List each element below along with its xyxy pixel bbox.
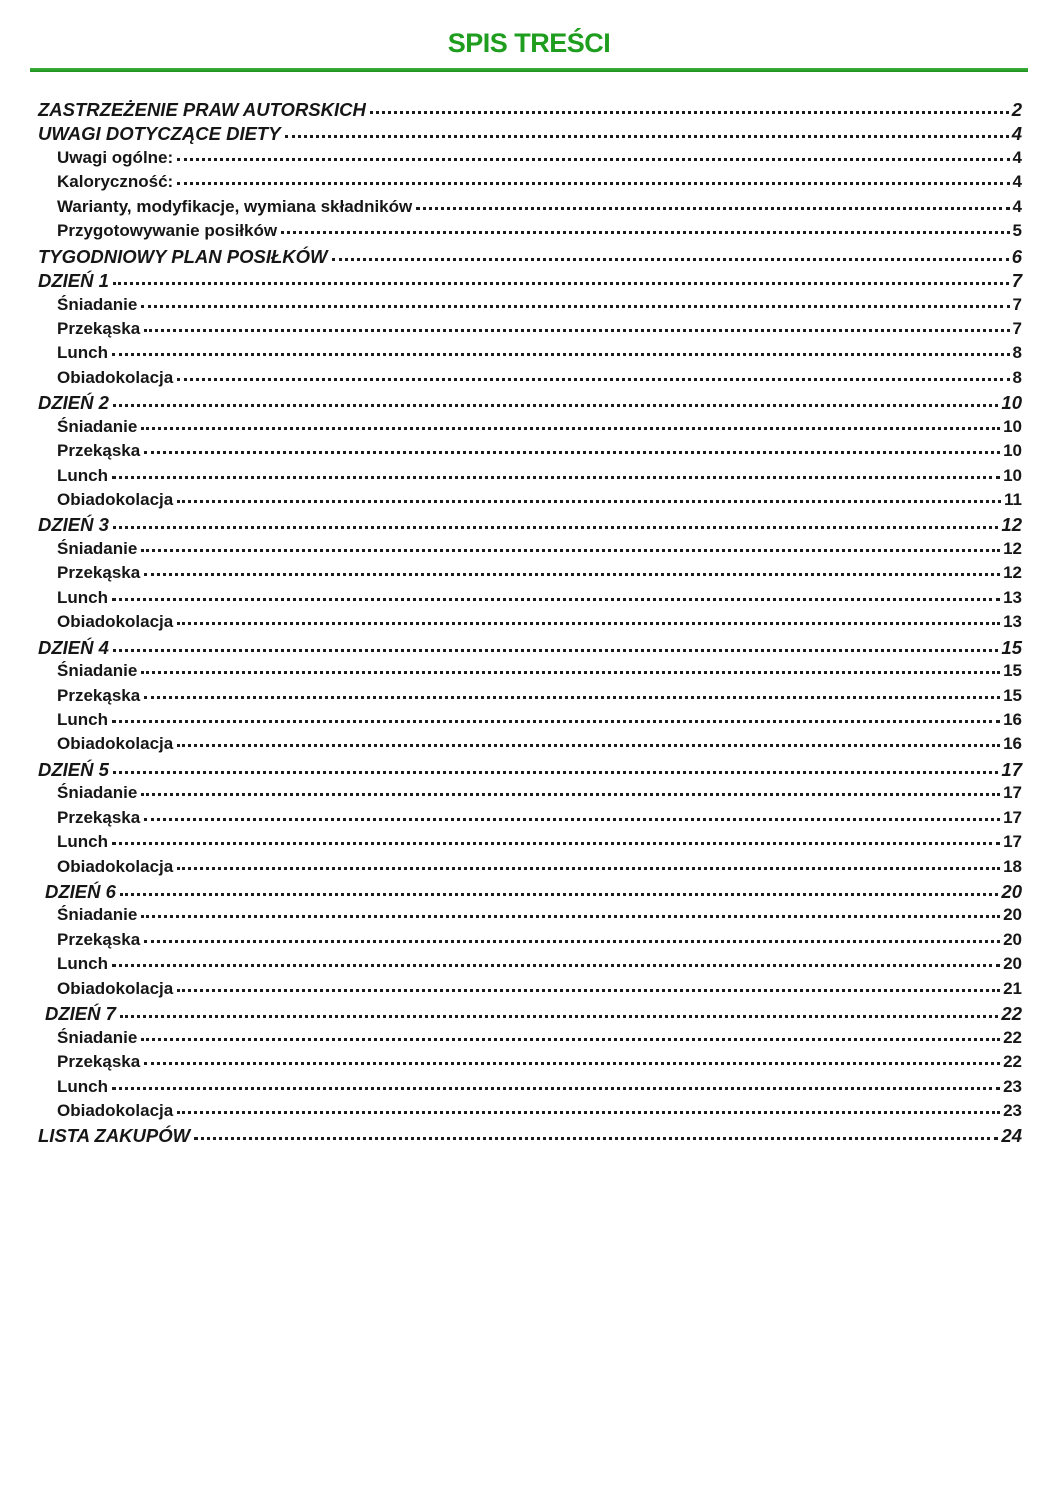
- dot-leader: [144, 940, 1000, 943]
- toc-entry-page: 17: [1003, 807, 1022, 827]
- dot-leader: [141, 915, 1000, 918]
- toc-entry-label: ZASTRZEŻENIE PRAW AUTORSKICH: [38, 99, 366, 120]
- dot-leader: [113, 404, 998, 407]
- toc-entry[interactable]: [0, 270, 1022, 294]
- dot-leader: [177, 867, 1000, 870]
- page-title: SPIS TREŚCI: [447, 28, 611, 58]
- dot-leader: [113, 649, 998, 652]
- toc-entry-page: 4: [1011, 123, 1022, 145]
- toc-entry[interactable]: [0, 295, 1022, 319]
- toc-entry-label: Obiadokolacja: [57, 367, 174, 387]
- toc-entry-page: 24: [1001, 1125, 1022, 1147]
- dot-leader: [281, 231, 1009, 234]
- toc-entry-page: 23: [1003, 1100, 1022, 1120]
- dot-leader: [144, 451, 1000, 454]
- toc-entry-page: 12: [1003, 563, 1022, 583]
- toc-entry-page: 17: [1003, 832, 1022, 852]
- dot-leader: [194, 1137, 998, 1140]
- toc-entry-page: 16: [1003, 734, 1022, 754]
- dot-leader: [141, 671, 1000, 674]
- toc-entry-label: UWAGI DOTYCZĄCE DIETY: [38, 123, 281, 145]
- toc-entry[interactable]: [0, 1052, 1022, 1076]
- toc-entry-page: 10: [1003, 416, 1022, 436]
- toc-entry-label: DZIEŃ 7: [45, 1003, 116, 1025]
- toc-entry-label: Śniadanie: [57, 416, 138, 436]
- dot-leader: [370, 111, 1009, 114]
- toc-entry-page: 12: [1001, 514, 1022, 536]
- toc-entry[interactable]: [0, 612, 1022, 636]
- toc-entry[interactable]: [0, 172, 1022, 196]
- toc-entry-page: 20: [1003, 905, 1022, 925]
- toc-entry-label: Lunch: [57, 954, 108, 974]
- toc-entry-page: 20: [1001, 881, 1022, 902]
- title-divider: [30, 68, 1028, 72]
- toc-entry[interactable]: [0, 148, 1022, 172]
- toc-entry[interactable]: [0, 979, 1022, 1003]
- toc-entry-label: Lunch: [57, 832, 108, 852]
- toc-entry-label: TYGODNIOWY PLAN POSIŁKÓW: [38, 245, 328, 267]
- toc-entry[interactable]: [0, 539, 1022, 563]
- toc-entry[interactable]: [0, 221, 1022, 245]
- dot-leader: [177, 378, 1009, 381]
- dot-leader: [141, 427, 1000, 430]
- dot-leader: [144, 329, 1009, 332]
- dot-leader: [144, 1062, 1000, 1065]
- toc-entry-label: DZIEŃ 4: [38, 636, 109, 658]
- toc-entry-page: 22: [1003, 1027, 1022, 1047]
- toc-entry-label: DZIEŃ 1: [38, 270, 109, 292]
- toc-entry-page: 20: [1003, 929, 1022, 949]
- toc-entry-page: 15: [1003, 685, 1022, 705]
- toc-entry-label: Obiadokolacja: [57, 734, 174, 754]
- dot-leader: [416, 207, 1009, 210]
- toc-entry-label: Śniadanie: [57, 905, 138, 925]
- toc-entry-page: 10: [1003, 465, 1022, 485]
- toc-entry-label: Przekąska: [57, 929, 141, 949]
- toc-entry[interactable]: [0, 1077, 1022, 1101]
- toc-entry[interactable]: [0, 588, 1022, 612]
- dot-leader: [113, 282, 1009, 285]
- dot-leader: [177, 989, 1000, 992]
- toc-entry-page: 15: [1001, 636, 1022, 658]
- dot-leader: [112, 964, 1000, 967]
- toc-entry-page: 18: [1003, 856, 1022, 876]
- toc-entry-page: 4: [1012, 196, 1022, 216]
- toc-entry[interactable]: [0, 343, 1022, 367]
- dot-leader: [144, 696, 1000, 699]
- toc-entry-page: 17: [1001, 758, 1022, 780]
- toc-entry-label: Uwagi ogólne:: [57, 147, 174, 167]
- dot-leader: [285, 135, 1009, 138]
- toc-entry-page: 5: [1012, 221, 1022, 241]
- toc-entry-page: 23: [1003, 1076, 1022, 1096]
- dot-leader: [120, 1015, 998, 1018]
- toc-entry-page: 6: [1011, 245, 1022, 267]
- toc-entry[interactable]: [0, 734, 1022, 758]
- dot-leader: [177, 182, 1009, 185]
- dot-leader: [112, 842, 1000, 845]
- dot-leader: [141, 549, 1000, 552]
- toc-entry-label: Śniadanie: [57, 783, 138, 803]
- toc-entry[interactable]: [0, 783, 1022, 807]
- toc-entry-label: Przekąska: [57, 807, 141, 827]
- toc-entry-page: 13: [1003, 587, 1022, 607]
- toc-entry-page: 22: [1003, 1052, 1022, 1072]
- toc-entry-page: 7: [1012, 318, 1022, 338]
- toc-entry[interactable]: [0, 832, 1022, 856]
- toc-entry[interactable]: [0, 319, 1022, 343]
- toc-entry[interactable]: [0, 466, 1022, 490]
- toc-entry[interactable]: [0, 881, 1022, 905]
- toc-entry[interactable]: [0, 1125, 1022, 1149]
- toc-entry[interactable]: [0, 1028, 1022, 1052]
- dot-leader: [112, 353, 1010, 356]
- toc-entry-label: Lunch: [57, 1076, 108, 1096]
- toc-entry-page: 4: [1012, 147, 1022, 167]
- toc-entry-label: DZIEŃ 3: [38, 514, 109, 536]
- toc-entry-label: Obiadokolacja: [57, 856, 174, 876]
- toc-entry[interactable]: [0, 857, 1022, 881]
- toc-entry[interactable]: [0, 808, 1022, 832]
- toc-entry[interactable]: [0, 637, 1022, 661]
- toc-entry-label: LISTA ZAKUPÓW: [38, 1125, 191, 1147]
- toc-entry[interactable]: [0, 1101, 1022, 1125]
- toc-entry[interactable]: [0, 661, 1022, 685]
- dot-leader: [112, 720, 1000, 723]
- dot-leader: [112, 476, 1000, 479]
- dot-leader: [144, 818, 1000, 821]
- toc-entry-page: 7: [1012, 294, 1022, 314]
- dot-leader: [120, 893, 998, 896]
- dot-leader: [141, 793, 1000, 796]
- toc-entry-page: 20: [1003, 954, 1022, 974]
- toc-entry-label: Śniadanie: [57, 294, 138, 314]
- toc-entry-label: Przygotowywanie posiłków: [57, 221, 278, 241]
- toc-entry[interactable]: [0, 514, 1022, 538]
- toc-entry[interactable]: [0, 123, 1022, 147]
- toc-entry-page: 8: [1012, 367, 1022, 387]
- toc-entry-label: Przekąska: [57, 563, 141, 583]
- toc-entry-label: Śniadanie: [57, 1027, 138, 1047]
- toc-entry-page: 15: [1003, 661, 1022, 681]
- toc-entry-page: 12: [1003, 538, 1022, 558]
- dot-leader: [141, 1038, 1000, 1041]
- dot-leader: [113, 526, 998, 529]
- toc-entry[interactable]: [0, 392, 1022, 416]
- toc-entry-page: 11: [1004, 490, 1022, 509]
- toc-entry[interactable]: [0, 905, 1022, 929]
- toc-entry-page: 22: [1001, 1003, 1022, 1025]
- dot-leader: [113, 771, 998, 774]
- toc-entry-page: 13: [1003, 612, 1022, 632]
- toc-entry[interactable]: [0, 197, 1022, 221]
- toc-entry-label: Lunch: [57, 343, 108, 363]
- toc-entry-page: 8: [1012, 343, 1022, 363]
- toc-entry-label: Obiadokolacja: [57, 1100, 174, 1120]
- toc-entry[interactable]: [0, 1003, 1022, 1027]
- toc-entry-label: Przekąska: [57, 441, 141, 461]
- toc-entry-page: 4: [1012, 172, 1022, 192]
- toc-entry[interactable]: [0, 246, 1022, 270]
- toc-entry-label: Przekąska: [57, 1052, 141, 1072]
- dot-leader: [141, 305, 1009, 308]
- table-of-contents: [0, 99, 1058, 1150]
- toc-entry-label: DZIEŃ 2: [38, 392, 109, 414]
- toc-entry[interactable]: [0, 99, 1022, 123]
- toc-entry-label: Obiadokolacja: [57, 612, 174, 632]
- toc-entry[interactable]: [0, 710, 1022, 734]
- toc-entry[interactable]: [0, 441, 1022, 465]
- toc-entry-page: 21: [1003, 978, 1022, 998]
- toc-entry-page: 10: [1001, 392, 1022, 414]
- toc-entry-page: 7: [1011, 270, 1022, 292]
- toc-entry-label: Kaloryczność:: [57, 172, 174, 192]
- toc-entry-label: DZIEŃ 6: [45, 881, 116, 902]
- toc-entry[interactable]: [0, 759, 1022, 783]
- toc-entry-label: Przekąska: [57, 318, 141, 338]
- dot-leader: [144, 573, 1000, 576]
- toc-entry[interactable]: [0, 930, 1022, 954]
- toc-entry[interactable]: [0, 563, 1022, 587]
- dot-leader: [112, 1087, 1000, 1090]
- toc-entry-page: 16: [1003, 709, 1022, 729]
- dot-leader: [177, 158, 1009, 161]
- toc-entry-page: 17: [1003, 783, 1022, 803]
- toc-entry-label: Śniadanie: [57, 661, 138, 681]
- dot-leader: [332, 258, 1009, 261]
- dot-leader: [177, 500, 1001, 503]
- toc-entry-label: Lunch: [57, 587, 108, 607]
- toc-entry-label: Lunch: [57, 709, 108, 729]
- toc-entry[interactable]: [0, 490, 1022, 514]
- toc-entry-label: Przekąska: [57, 685, 141, 705]
- toc-entry[interactable]: [0, 368, 1022, 392]
- dot-leader: [177, 744, 1000, 747]
- dot-leader: [177, 622, 1000, 625]
- toc-entry[interactable]: [0, 686, 1022, 710]
- toc-entry[interactable]: [0, 417, 1022, 441]
- toc-entry-page: 2: [1011, 99, 1022, 120]
- toc-entry-label: DZIEŃ 5: [38, 758, 109, 780]
- toc-entry-label: Obiadokolacja: [57, 490, 174, 509]
- toc-entry-label: Obiadokolacja: [57, 978, 174, 998]
- toc-entry-page: 10: [1003, 441, 1022, 461]
- toc-entry[interactable]: [0, 954, 1022, 978]
- toc-entry-label: Śniadanie: [57, 538, 138, 558]
- dot-leader: [112, 598, 1000, 601]
- toc-entry-label: Warianty, modyfikacje, wymiana składników: [57, 196, 413, 216]
- toc-entry-label: Lunch: [57, 465, 108, 485]
- dot-leader: [177, 1111, 1000, 1114]
